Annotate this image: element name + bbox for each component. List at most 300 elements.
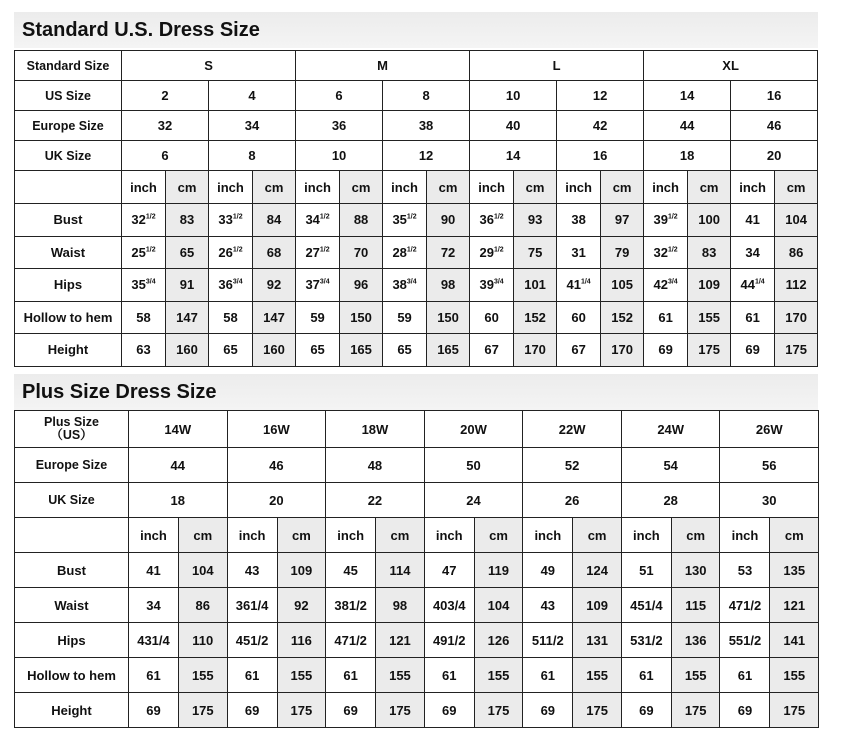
unit-inch-header: inch [383, 171, 427, 204]
table-row [15, 483, 819, 518]
letter-size-cell: M [296, 51, 470, 81]
cm-value: 155 [376, 658, 425, 693]
inch-value [296, 269, 340, 302]
unit-inch-header: inch [424, 518, 474, 553]
inch-whole: 41 [566, 277, 581, 293]
plus-size-label-line2: （US） [50, 428, 93, 442]
cm-value: 155 [179, 658, 228, 693]
unit-cm-header: cm [601, 171, 644, 204]
unit-inch-header: inch [122, 171, 166, 204]
unit-inch-header: inch [326, 518, 376, 553]
table-row [15, 553, 819, 588]
inch-fraction: 3/4 [667, 278, 678, 286]
inch-value [731, 301, 775, 334]
inch-fraction: 1/2 [493, 246, 504, 254]
unit-inch-header: inch [227, 518, 277, 553]
inch-value [383, 236, 427, 269]
measure-label: Height [15, 693, 129, 728]
inch-fraction: 3/4 [493, 278, 504, 286]
us-size-cell: 2 [122, 81, 209, 111]
cm-value: 160 [166, 334, 209, 367]
cm-value: 124 [573, 553, 622, 588]
measure-label: Hips [15, 623, 129, 658]
us-size-cell: 16 [731, 81, 818, 111]
inch-value: 451/4 [621, 588, 671, 623]
inch-value [296, 204, 340, 237]
inch-whole: 69 [658, 342, 673, 358]
unit-cm-header: cm [514, 171, 557, 204]
us-size-cell: 6 [296, 81, 383, 111]
uk-size-cell: 26 [523, 483, 622, 518]
cm-value: 160 [253, 334, 296, 367]
inch-value: 61 [129, 658, 179, 693]
inch-value: 471/2 [326, 623, 376, 658]
measure-label: Hollow to hem [15, 658, 129, 693]
table-row [15, 204, 818, 237]
inch-value: 61 [326, 658, 376, 693]
inch-value: 471/2 [720, 588, 770, 623]
cm-value: 72 [427, 236, 470, 269]
inch-fraction: 1/2 [145, 213, 156, 221]
inch-value: 61 [424, 658, 474, 693]
unit-cm-header: cm [671, 518, 720, 553]
inch-whole: 38 [392, 277, 407, 293]
inch-value [557, 301, 601, 334]
inch-value: 491/2 [424, 623, 474, 658]
table-row [15, 301, 818, 334]
unit-cm-header: cm [573, 518, 622, 553]
inch-value [731, 236, 775, 269]
inch-whole: 59 [397, 309, 412, 325]
cm-value: 116 [277, 623, 326, 658]
uk-size-cell: 8 [209, 141, 296, 171]
unit-cm-header: cm [376, 518, 425, 553]
inch-fraction: 1/2 [145, 246, 156, 254]
cm-value: 96 [340, 269, 383, 302]
europe-size-cell: 42 [557, 111, 644, 141]
cm-value: 104 [474, 588, 523, 623]
europe-size-cell: 44 [644, 111, 731, 141]
uk-size-cell: 20 [731, 141, 818, 171]
inch-value: 511/2 [523, 623, 573, 658]
cm-value: 104 [775, 204, 818, 237]
measure-label: Height [15, 334, 122, 367]
us-size-cell: 14 [644, 81, 731, 111]
unit-inch-header: inch [470, 171, 514, 204]
cm-value: 86 [179, 588, 228, 623]
inch-whole: 65 [397, 342, 412, 358]
inch-value: 61 [621, 658, 671, 693]
unit-inch-header: inch [720, 518, 770, 553]
inch-fraction: 3/4 [145, 278, 156, 286]
table-row [15, 588, 819, 623]
inch-value [644, 236, 688, 269]
table-row [15, 693, 819, 728]
inch-value [731, 204, 775, 237]
inch-value: 43 [523, 588, 573, 623]
unit-cm-header: cm [340, 171, 383, 204]
table-row [15, 334, 818, 367]
letter-size-cell: S [122, 51, 296, 81]
inch-value: 69 [621, 693, 671, 728]
cm-value: 175 [179, 693, 228, 728]
uk-size-cell: 12 [383, 141, 470, 171]
plus-size-title: Plus Size Dress Size [14, 374, 818, 410]
cm-value: 175 [671, 693, 720, 728]
unit-row-blank [15, 518, 129, 553]
table-row [15, 269, 818, 302]
inch-value: 47 [424, 553, 474, 588]
inch-value [209, 301, 253, 334]
inch-value [383, 269, 427, 302]
europe-size-cell: 44 [129, 448, 228, 483]
cm-value: 75 [514, 236, 557, 269]
cm-value: 147 [166, 301, 209, 334]
inch-value [209, 236, 253, 269]
uk-size-cell: 10 [296, 141, 383, 171]
inch-value [644, 269, 688, 302]
europe-size-cell: 48 [326, 448, 425, 483]
inch-whole: 44 [740, 277, 755, 293]
cm-value: 90 [427, 204, 470, 237]
table-row [15, 411, 819, 448]
cm-value: 170 [775, 301, 818, 334]
inch-value [209, 204, 253, 237]
uk-size-cell: 18 [129, 483, 228, 518]
inch-value: 551/2 [720, 623, 770, 658]
cm-value: 88 [340, 204, 383, 237]
letter-size-cell: XL [644, 51, 818, 81]
europe-size-cell: 38 [383, 111, 470, 141]
table-row [15, 448, 819, 483]
europe-size-label: Europe Size [15, 448, 129, 483]
inch-value [122, 301, 166, 334]
inch-whole: 63 [136, 342, 151, 358]
inch-value: 69 [523, 693, 573, 728]
inch-whole: 26 [218, 244, 233, 260]
cm-value: 175 [775, 334, 818, 367]
cm-value: 155 [474, 658, 523, 693]
inch-value: 361/4 [227, 588, 277, 623]
cm-value: 84 [253, 204, 296, 237]
inch-fraction: 3/4 [232, 278, 243, 286]
inch-value: 61 [523, 658, 573, 693]
inch-fraction: 3/4 [319, 278, 330, 286]
cm-value: 175 [277, 693, 326, 728]
inch-whole: 67 [484, 342, 499, 358]
inch-value [122, 236, 166, 269]
cm-value: 165 [340, 334, 383, 367]
inch-value: 69 [720, 693, 770, 728]
inch-whole: 32 [653, 244, 668, 260]
europe-size-cell: 46 [731, 111, 818, 141]
cm-value: 105 [601, 269, 644, 302]
unit-inch-header: inch [296, 171, 340, 204]
cm-value: 170 [514, 334, 557, 367]
inch-value: 61 [720, 658, 770, 693]
measure-label: Hollow to hem [15, 301, 122, 334]
cm-value: 155 [770, 658, 819, 693]
plus-size-cell: 22W [523, 411, 622, 448]
inch-value [731, 334, 775, 367]
uk-size-cell: 14 [470, 141, 557, 171]
unit-inch-header: inch [557, 171, 601, 204]
inch-whole: 67 [571, 342, 586, 358]
unit-cm-header: cm [179, 518, 228, 553]
table-row [15, 518, 819, 553]
cm-value: 86 [775, 236, 818, 269]
inch-fraction: 1/2 [667, 213, 678, 221]
inch-value [470, 236, 514, 269]
table-row [15, 623, 819, 658]
inch-fraction: 1/2 [406, 246, 417, 254]
inch-whole: 61 [745, 309, 760, 325]
inch-value [644, 301, 688, 334]
europe-size-cell: 40 [470, 111, 557, 141]
inch-value: 403/4 [424, 588, 474, 623]
inch-value [296, 301, 340, 334]
uk-size-cell: 18 [644, 141, 731, 171]
cm-value: 115 [671, 588, 720, 623]
standard-size-label: Standard Size [15, 51, 122, 81]
cm-value: 100 [688, 204, 731, 237]
inch-value [296, 236, 340, 269]
europe-size-cell: 32 [122, 111, 209, 141]
inch-value: 61 [227, 658, 277, 693]
inch-fraction: 1/4 [754, 278, 765, 286]
inch-whole: 32 [131, 212, 146, 228]
cm-value: 70 [340, 236, 383, 269]
unit-cm-header: cm [166, 171, 209, 204]
cm-value: 79 [601, 236, 644, 269]
uk-size-cell: 22 [326, 483, 425, 518]
inch-fraction: 1/2 [667, 246, 678, 254]
plus-size-label [15, 411, 129, 448]
inch-value: 69 [227, 693, 277, 728]
cm-value: 175 [573, 693, 622, 728]
table-row [15, 141, 818, 171]
unit-row-blank [15, 171, 122, 204]
europe-size-label: Europe Size [15, 111, 122, 141]
inch-fraction: 1/2 [232, 246, 243, 254]
europe-size-cell: 34 [209, 111, 296, 141]
inch-value: 41 [129, 553, 179, 588]
inch-value: 69 [129, 693, 179, 728]
uk-size-cell: 28 [621, 483, 720, 518]
standard-size-title: Standard U.S. Dress Size [14, 12, 818, 48]
cm-value: 130 [671, 553, 720, 588]
plus-size-cell: 26W [720, 411, 819, 448]
measure-label: Bust [15, 553, 129, 588]
inch-value: 451/2 [227, 623, 277, 658]
uk-size-label: UK Size [15, 141, 122, 171]
europe-size-cell: 36 [296, 111, 383, 141]
cm-value: 150 [340, 301, 383, 334]
inch-value [209, 334, 253, 367]
cm-value: 126 [474, 623, 523, 658]
unit-cm-header: cm [253, 171, 296, 204]
inch-value [470, 269, 514, 302]
inch-value [644, 334, 688, 367]
inch-value [383, 301, 427, 334]
inch-whole: 34 [745, 244, 760, 260]
plus-size-cell: 16W [227, 411, 326, 448]
cm-value: 175 [770, 693, 819, 728]
cm-value: 119 [474, 553, 523, 588]
inch-whole: 36 [479, 212, 494, 228]
table-row [15, 658, 819, 693]
inch-fraction: 1/4 [580, 278, 591, 286]
cm-value: 175 [474, 693, 523, 728]
inch-value [122, 269, 166, 302]
measure-label: Hips [15, 269, 122, 302]
inch-whole: 58 [136, 309, 151, 325]
cm-value: 175 [688, 334, 731, 367]
uk-size-cell: 24 [424, 483, 523, 518]
inch-value [209, 269, 253, 302]
us-size-label: US Size [15, 81, 122, 111]
inch-whole: 35 [131, 277, 146, 293]
inch-fraction: 3/4 [406, 278, 417, 286]
inch-value [557, 334, 601, 367]
cm-value: 141 [770, 623, 819, 658]
cm-value: 135 [770, 553, 819, 588]
cm-value: 112 [775, 269, 818, 302]
inch-fraction: 1/2 [232, 213, 243, 221]
plus-size-table [14, 410, 819, 728]
unit-inch-header: inch [644, 171, 688, 204]
inch-value: 45 [326, 553, 376, 588]
unit-cm-header: cm [770, 518, 819, 553]
plus-size-label-line1: Plus Size [44, 415, 99, 429]
inch-value: 431/4 [129, 623, 179, 658]
cm-value: 155 [573, 658, 622, 693]
inch-fraction: 1/2 [406, 213, 417, 221]
inch-whole: 60 [571, 309, 586, 325]
cm-value: 114 [376, 553, 425, 588]
unit-inch-header: inch [621, 518, 671, 553]
cm-value: 131 [573, 623, 622, 658]
cm-value: 101 [514, 269, 557, 302]
inch-value: 43 [227, 553, 277, 588]
inch-value: 69 [424, 693, 474, 728]
plus-size-cell: 14W [129, 411, 228, 448]
table-row [15, 51, 818, 81]
europe-size-cell: 50 [424, 448, 523, 483]
inch-whole: 36 [218, 277, 233, 293]
inch-value: 69 [326, 693, 376, 728]
inch-whole: 29 [479, 244, 494, 260]
plus-size-cell: 20W [424, 411, 523, 448]
inch-value [731, 269, 775, 302]
standard-size-table [14, 50, 818, 367]
letter-size-cell: L [470, 51, 644, 81]
plus-size-cell: 24W [621, 411, 720, 448]
inch-whole: 58 [223, 309, 238, 325]
inch-whole: 31 [571, 244, 586, 260]
europe-size-cell: 52 [523, 448, 622, 483]
europe-size-cell: 46 [227, 448, 326, 483]
inch-fraction: 1/2 [319, 213, 330, 221]
inch-value [557, 236, 601, 269]
cm-value: 150 [427, 301, 470, 334]
uk-size-cell: 6 [122, 141, 209, 171]
unit-cm-header: cm [427, 171, 470, 204]
inch-whole: 38 [571, 212, 586, 228]
inch-whole: 33 [218, 212, 233, 228]
inch-value [470, 301, 514, 334]
inch-whole: 34 [305, 212, 320, 228]
inch-value: 51 [621, 553, 671, 588]
cm-value: 98 [427, 269, 470, 302]
measure-label: Waist [15, 588, 129, 623]
cm-value: 98 [376, 588, 425, 623]
unit-cm-header: cm [474, 518, 523, 553]
cm-value: 136 [671, 623, 720, 658]
table-row [15, 81, 818, 111]
inch-whole: 39 [653, 212, 668, 228]
inch-value [557, 269, 601, 302]
inch-whole: 69 [745, 342, 760, 358]
cm-value: 121 [376, 623, 425, 658]
cm-value: 152 [514, 301, 557, 334]
inch-value [383, 334, 427, 367]
inch-whole: 25 [131, 244, 146, 260]
cm-value: 147 [253, 301, 296, 334]
cm-value: 83 [166, 204, 209, 237]
plus-size-cell: 18W [326, 411, 425, 448]
inch-whole: 35 [392, 212, 407, 228]
uk-size-cell: 30 [720, 483, 819, 518]
cm-value: 104 [179, 553, 228, 588]
cm-value: 170 [601, 334, 644, 367]
inch-whole: 27 [305, 244, 320, 260]
inch-whole: 65 [310, 342, 325, 358]
cm-value: 92 [253, 269, 296, 302]
inch-value [122, 334, 166, 367]
cm-value: 92 [277, 588, 326, 623]
table-row [15, 171, 818, 204]
unit-cm-header: cm [775, 171, 818, 204]
cm-value: 68 [253, 236, 296, 269]
unit-cm-header: cm [688, 171, 731, 204]
cm-value: 97 [601, 204, 644, 237]
measure-label: Bust [15, 204, 122, 237]
inch-whole: 37 [305, 277, 320, 293]
unit-inch-header: inch [129, 518, 179, 553]
us-size-cell: 4 [209, 81, 296, 111]
uk-size-label: UK Size [15, 483, 129, 518]
cm-value: 121 [770, 588, 819, 623]
cm-value: 152 [601, 301, 644, 334]
inch-whole: 28 [392, 244, 407, 260]
cm-value: 155 [671, 658, 720, 693]
unit-inch-header: inch [209, 171, 253, 204]
cm-value: 91 [166, 269, 209, 302]
inch-value [296, 334, 340, 367]
cm-value: 165 [427, 334, 470, 367]
inch-value [557, 204, 601, 237]
inch-whole: 61 [658, 309, 673, 325]
inch-whole: 60 [484, 309, 499, 325]
us-size-cell: 8 [383, 81, 470, 111]
inch-whole: 39 [479, 277, 494, 293]
inch-fraction: 1/2 [493, 213, 504, 221]
inch-value [470, 334, 514, 367]
cm-value: 65 [166, 236, 209, 269]
inch-value: 531/2 [621, 623, 671, 658]
inch-value: 381/2 [326, 588, 376, 623]
